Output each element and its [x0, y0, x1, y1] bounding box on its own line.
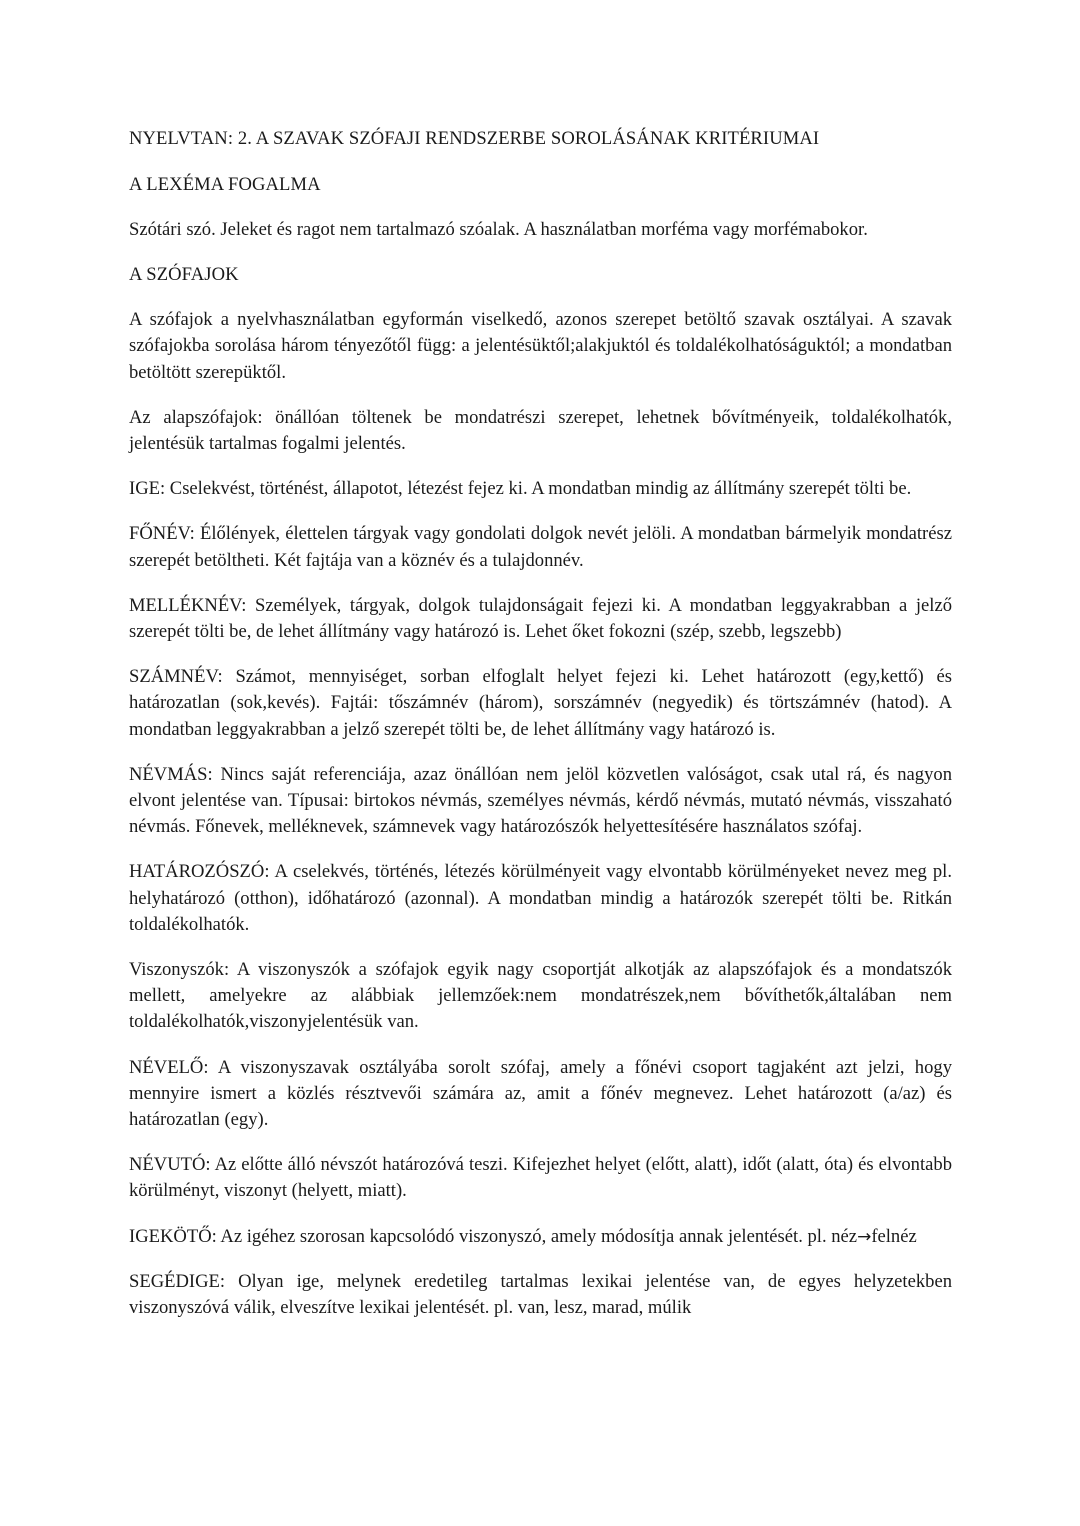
ige-paragraph: IGE: Cselekvést, történést, állapotot, létezést fejez ki. A mondatban mindig az állítmány szerepét tölti be.	[129, 478, 912, 500]
szofajok-intro: A szófajok a nyelvhasználatban egyformán viselkedő, azonos szerepet betöltő szavak osztályai. A szavak szófajokba sorolása három tényezőtől függ: a jelentésüktől;alakjuktól és toldalékolhatóságuktól; a mondatban betöltött szerepüktől.	[129, 309, 952, 383]
document-title: NYELVTAN: 2. A SZAVAK SZÓFAJI RENDSZERBE SOROLÁSÁNAK KRITÉRIUMAI	[129, 128, 820, 149]
nevuto-paragraph: NÉVUTÓ: Az előtte álló névszót határozóvá teszi. Kifejezhet helyet (előtt, alatt), időt (alatt, óta) és elvontabb körülményt, viszonyt (helyett, miatt).	[129, 1154, 952, 1202]
nevmas-paragraph: NÉVMÁS: Nincs saját referenciája, azaz önállóan nem jelöl közvetlen valóságot, csak utal rá, és nagyon elvont jelentése van. Típusai: birtokos névmás, személyes névmás, kérdő névmás, mutató névmás, visszaható névmás. Főnevek, melléknevek, számnevek vagy határozószók helyettesítésére használatos szófaj.	[129, 763, 952, 838]
segedige-paragraph: SEGÉDIGE: Olyan ige, melynek eredetileg tartalmas lexikai jelentése van, de egyes helyzetekben viszonyszóvá válik, elveszítve lexikai jelentését. pl. van, lesz, marad, múlik	[129, 1270, 952, 1319]
alapszofajok-paragraph: Az alapszófajok: önállóan töltenek be mondatrészi szerepet, lehetnek bővítményeik, toldalékolhatók, jelentésük tartalmas fogalmi jelentés.	[129, 406, 952, 455]
lexema-heading: A LEXÉMA FOGALMA	[129, 174, 321, 195]
document-page	[129, 126, 952, 1340]
fonev-paragraph: FŐNÉV: Élőlények, élettelen tárgyak vagy gondolati dolgok nevét jelöli. A mondatban bármelyik mondatrész szerepét betöltheti. Két fajtája van a köznév és a tulajdonnév.	[129, 523, 952, 571]
arrow-right-icon: →	[857, 1226, 872, 1247]
melleknev-paragraph: MELLÉKNÉV: Személyek, tárgyak, dolgok tulajdonságait fejezi ki. A mondatban leggyakrabban a jelző szerepét tölti be, de lehet állítmány vagy határozó is. Lehet őket fokozni (szép, szebb, legszebb)	[129, 594, 952, 643]
szamnev-paragraph: SZÁMNÉV: Számot, mennyiséget, sorban elfoglalt helyet fejezi ki. Lehet határozott (egy,kettő) és határozatlan (sok,kevés). Fajtái: tőszámnév (három), sorszámnév (negyedik) és törtszámnév (hatod). A mondatban leggyakrabban a jelző szerepét tölti be, de lehet állítmány vagy határozó is.	[129, 666, 952, 740]
hatarozoszo-paragraph: HATÁROZÓSZÓ: A cselekvés, történés, létezés körülményeit vagy elvontabb körülményeket nevez meg pl. helyhatározó (otthon), időhatározó (azonnal). A mondatban mindig a határozók szerepét tölti be. Ritkán toldalékolhatók.	[129, 861, 952, 935]
igekoto-text: IGEKÖTŐ: Az igéhez szorosan kapcsolódó viszonyszó, amely módosítja annak jelentését. pl. néz	[129, 1225, 858, 1247]
nevelo-paragraph: NÉVELŐ: A viszonyszavak osztályába sorolt szófaj, amely a főnévi csoport tagjaként azt jelzi, hogy mennyire ismert a közlés résztvevői számára az, amit a főnév megnevez. Lehet határozott (a/az) és határozatlan (egy).	[129, 1056, 952, 1131]
igekoto-paragraph	[129, 1224, 952, 1250]
lexema-text: Szótári szó. Jeleket és ragot nem tartalmazó szóalak. A használatban morféma vagy morfémabokor.	[129, 219, 868, 240]
viszonyszok-paragraph: Viszonyszók: A viszonyszók a szófajok egyik nagy csoportját alkotják az alapszófajok és a mondatszók mellett, amelyekre az alábbiak jellemzőek:nem mondatrészek,nem bővíthetők,általában nem toldalékolhatók,viszonyjelentésük van.	[129, 959, 952, 1033]
igekoto-example: felnéz	[871, 1225, 917, 1247]
szofajok-heading: A SZÓFAJOK	[129, 264, 239, 286]
